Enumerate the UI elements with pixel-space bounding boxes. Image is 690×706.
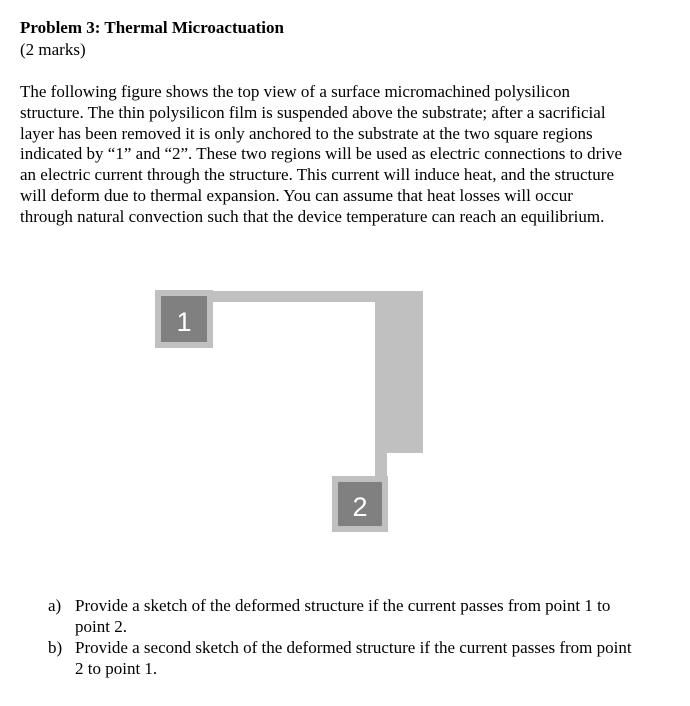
- description-line: structure. The thin polysilicon film is suspended above the substrate; after a sacrificial: [20, 102, 606, 122]
- question-line: Provide a sketch of the deformed structure if the current passes from point 1 to: [75, 596, 611, 615]
- question-b-text: [75, 638, 632, 680]
- description-line: layer has been removed it is only anchored to the substrate at the two square regions: [20, 123, 593, 143]
- description-line: indicated by “1” and “2”. These two regions will be used as electric connections to drive: [20, 144, 623, 164]
- description-line: will deform due to thermal expansion. You can assume that heat losses will occur: [20, 185, 573, 205]
- question-a-label: a): [48, 596, 62, 615]
- problem-marks: (2 marks): [20, 40, 86, 59]
- microactuator-figure: [150, 285, 440, 545]
- problem-title: Problem 3: Thermal Microactuation: [20, 18, 284, 37]
- problem-description: [20, 82, 680, 228]
- description-line: The following figure shows the top view of a surface micromachined polysilicon: [20, 82, 570, 101]
- right-wide-bar: [375, 291, 423, 453]
- question-line: point 2.: [75, 616, 127, 636]
- question-line: Provide a second sketch of the deformed structure if the current passes from point: [75, 638, 632, 657]
- description-line: through natural convection such that the device temperature can reach an equilibrium.: [20, 206, 605, 226]
- anchor-2-label: 2: [352, 492, 368, 522]
- description-line: an electric current through the structure. This current will induce heat, and the structure: [20, 165, 614, 185]
- question-b-label: b): [48, 638, 63, 657]
- anchor-1-label: 1: [176, 307, 192, 337]
- question-a-text: [75, 596, 610, 638]
- question-line: 2 to point 1.: [75, 658, 158, 678]
